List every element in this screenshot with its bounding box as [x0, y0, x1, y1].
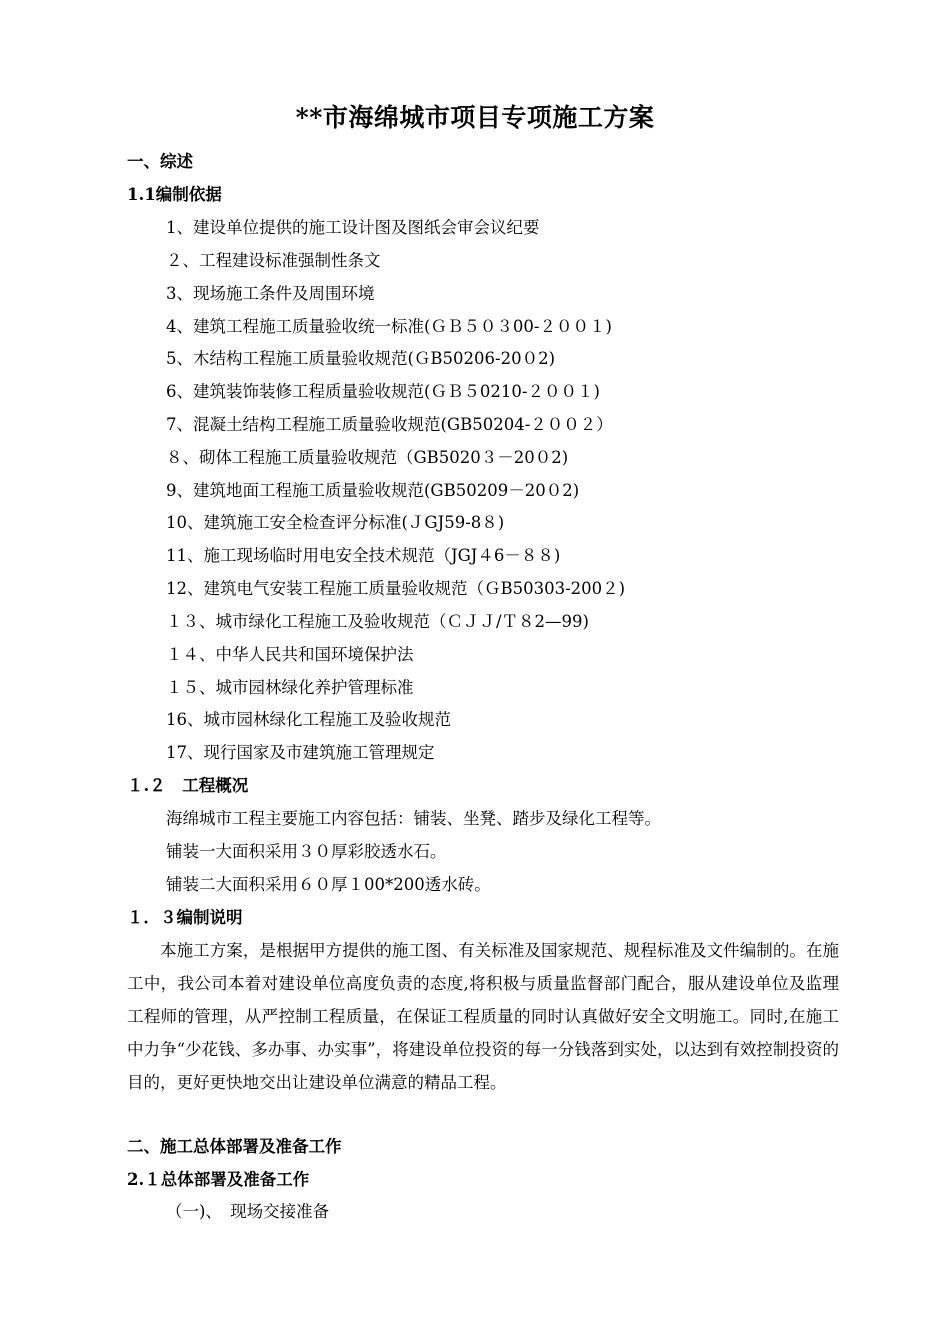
list-item: 3、现场施工条件及周围环境: [166, 284, 375, 303]
list-item: １４、中华人民共和国环境保护法: [166, 645, 414, 664]
list-item: 17、现行国家及市建筑施工管理规定: [166, 743, 435, 762]
list-item: 6、建筑装饰装修工程质量验收规范(ＧＢ５0210-２００１): [166, 382, 600, 401]
overview-line: 铺装二大面积采用６０厚１00*200透水砖。: [166, 875, 491, 894]
subsection-heading-1-3: １．３编制说明: [127, 908, 243, 927]
list-item: 10、建筑施工安全检查评分标准(ＪGJ59-8８): [166, 513, 505, 532]
list-item: １５、城市园林绿化养护管理标准: [166, 678, 414, 697]
overview-line: 铺装一大面积采用３０厚彩胶透水石。: [166, 842, 447, 861]
subsection-heading-2-1: 2.１总体部署及准备工作: [127, 1170, 310, 1189]
list-item: 1、建设单位提供的施工设计图及图纸会审会议纪要: [166, 218, 540, 237]
list-item: 12、建筑电气安装工程施工质量验收规范（ＧB50303-200２): [166, 579, 626, 598]
list-item: （一)、 现场交接准备: [166, 1202, 330, 1221]
list-item: 5、木结构工程施工质量验收规范(ＧB50206-20０2): [166, 349, 556, 368]
subsection-heading-1-2: １.２ 工程概况: [127, 776, 249, 795]
list-item: １３、城市绿化工程施工及验收规范（ＣＪＪ/Ｔ８2—99): [166, 612, 589, 631]
list-item: ８、砌体工程施工质量验收规范（GB5020３－20０2): [166, 448, 569, 467]
subsection-heading-1-1: 1.1编制依据: [127, 185, 222, 204]
overview-line: 海绵城市工程主要施工内容包括：铺装、坐凳、踏步及绿化工程等。: [166, 809, 661, 828]
list-item: 7、混凝土结构工程施工质量验收规范(GB50204-２００２）: [166, 415, 613, 434]
section-heading-1: 一、综述: [127, 152, 193, 171]
description-paragraph: 本施工方案，是根据甲方提供的施工图、有关标准及国家规范、规程标准及文件编制的。在施工中，我公司本着对建设单位高度负责的态度,将积极与质量监督部门配合，服从建设单位及监理工程师的管理，从严控制工程质量，在保证工程质量的同时认真做好安全文明施工。同时,在施工中力争“少花钱、多办事、办实事”，将建设单位投资的每一分钱落到实处，以达到有效控制投资的目的，更好更快地交出让建设单位满意的精品工程。: [127, 941, 839, 1092]
list-item: 11、施工现场临时用电安全技术规范（JGJ４6－８８): [166, 546, 561, 565]
list-item: ２、工程建设标准强制性条文: [166, 251, 381, 270]
list-item: 9、建筑地面工程施工质量验收规范(GB50209－20０2): [166, 481, 580, 500]
section-heading-2: 二、施工总体部署及准备工作: [127, 1137, 342, 1156]
document-title: **市海绵城市项目专项施工方案: [295, 103, 655, 132]
list-item: 4、建筑工程施工质量验收统一标准(ＧＢ５０３00-２００１): [166, 317, 612, 336]
list-item: 16、城市园林绿化工程施工及验收规范: [166, 710, 451, 729]
